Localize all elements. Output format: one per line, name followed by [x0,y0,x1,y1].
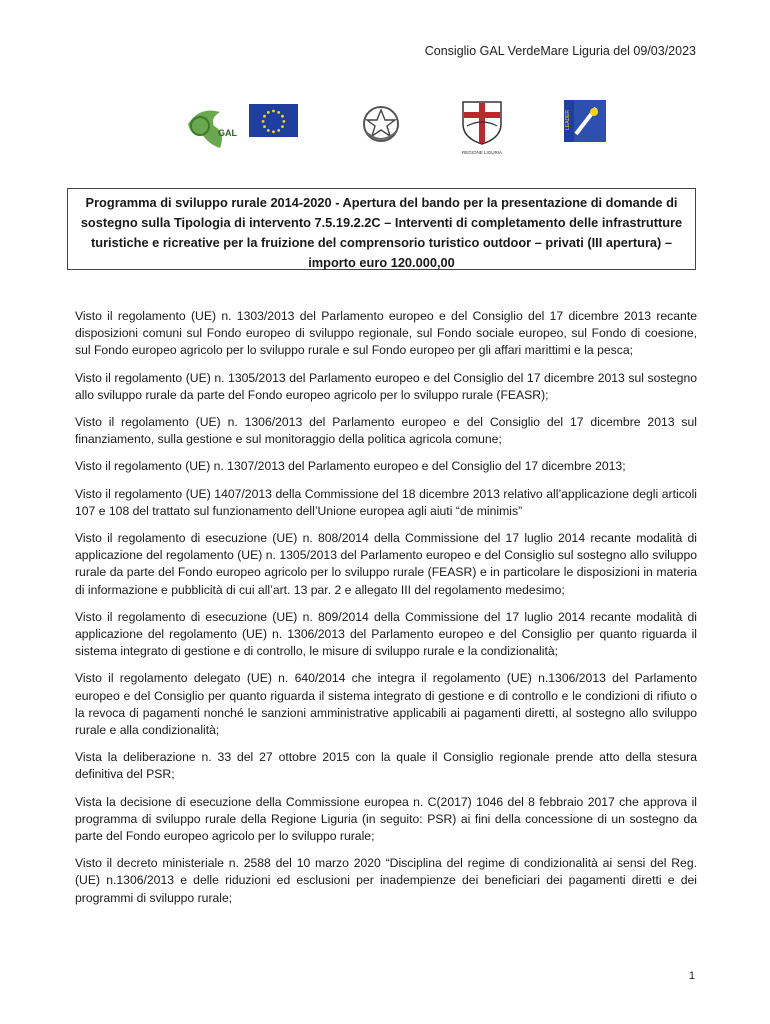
paragraph: Visto il regolamento (UE) n. 1303/2013 del Parlamento europeo e del Consiglio del 17 dicembre 2013 recante disposizioni comuni sul Fondo europeo di sviluppo regionale, sul Fondo sociale europeo, sul Fondo di coesione, sul Fondo europeo agricolo per lo sviluppo rurale e sul Fondo europeo per gli affari marittimi e la pesca; [75,309,697,358]
page-number: 1 [688,970,695,982]
document-body [75,308,697,917]
gal-logo [180,104,238,152]
paragraph: Visto il regolamento delegato (UE) n. 640/2014 che integra il regolamento (UE) n.1306/2013 del Parlamento europeo e del Consiglio per quanto riguarda il sistema integrato di gestione e di controllo e le condizioni di rifiuto o la revoca di pagamenti nonché le sanzioni amministrative applicabili ai pagamenti diretti, al sostegno allo sviluppo rurale e alla condizionalità; [75,671,697,738]
regione-liguria-logo [457,98,507,156]
paragraph: Visto il regolamento (UE) n. 1305/2013 del Parlamento europeo e del Consiglio del 17 dicembre 2013 sul sostegno allo sviluppo rurale da parte del Fondo europeo agricolo per lo sviluppo rurale (FEASR); [75,370,697,402]
paragraph: Vista la deliberazione n. 33 del 27 ottobre 2015 con la quale il Consiglio regionale prende atto della stesura definitiva del PSR; [75,750,697,782]
leader-logo [564,100,606,142]
gal-logo-text: GAL [218,128,237,138]
regione-logo-text: REGIONE LIGURIA [461,150,503,155]
paragraph: Visto il regolamento (UE) n. 1306/2013 del Parlamento europeo e del Consiglio del 17 dicembre 2013 sul finanziamento, sulla gestione e sul monitoraggio della politica agricola comune; [75,415,697,447]
leader-logo-text: LEADER [565,109,571,130]
header-meeting: Consiglio GAL VerdeMare Liguria del 09/03/2023 [424,44,696,58]
paragraph: Visto il regolamento di esecuzione (UE) n. 809/2014 della Commissione del 17 luglio 2014 recante modalità di applicazione del regolamento (UE) n. 1306/2013 del Parlamento europeo e del Consiglio per quanto riguarda il sistema integrato di gestione e di controllo, le misure di sviluppo rurale e la condizionalità; [75,609,697,659]
eu-flag-logo [249,104,298,137]
paragraph: Visto il regolamento (UE) 1407/2013 della Commissione del 18 dicembre 2013 relativo all’applicazione degli articoli 107 e 108 del trattato sul funzionamento dell’Unione europea agli aiuti “de minimis” [75,486,697,518]
italy-emblem-logo [360,102,402,146]
document-title-box [67,188,696,270]
document-title: Programma di sviluppo rurale 2014-2020 - Apertura del bando per la presentazione di domande di sostegno sulla Tipologia di intervento 7.5.19.2.2C – Interventi di completamento delle infrastrutture turistiche e ricreative per la fruizione del comprensorio turistico outdoor – privati (III apertura) – importo euro 120.000,00 [80,195,683,270]
paragraph: Visto il regolamento (UE) n. 1307/2013 del Parlamento europeo e del Consiglio del 17 dicembre 2013; [75,459,626,474]
paragraph: Visto il regolamento di esecuzione (UE) n. 808/2014 della Commissione del 17 luglio 2014 recante modalità di applicazione del regolamento (UE) n. 1305/2013 del Parlamento europeo e del Consiglio sul sostegno allo sviluppo rurale da parte del Fondo europeo agricolo per lo sviluppo rurale (FEASR) e in particolare le disposizioni in materia di informazione e pubblicità di cui all’art. 13 par. 2 e allegato III del regolamento medesimo; [75,531,697,597]
paragraph: Vista la decisione di esecuzione della Commissione europea n. C(2017) 1046 del 8 febbraio 2017 che approva il programma di sviluppo rurale della Regione Liguria (in seguito: PSR) ai fini della concessione di un sostegno da parte del Fondo europeo agricolo per lo sviluppo rurale; [75,794,697,844]
paragraph: Visto il decreto ministeriale n. 2588 del 10 marzo 2020 “Disciplina del regime di condizionalità ai sensi del Reg. (UE) n.1306/2013 e delle riduzioni ed esclusioni per inadempienze dei beneficiari dei pagamenti diretti e dei programmi di sviluppo rurale; [75,856,697,905]
logos-row [0,96,770,156]
